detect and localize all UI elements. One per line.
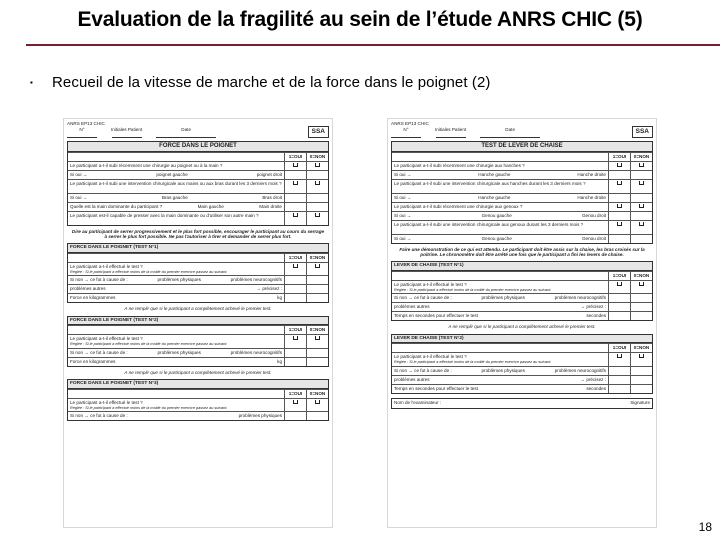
header-fields: N° Initiales Patient Date SSA (388, 126, 656, 137)
examiner-table: Nom de l'examinateur : Signature (391, 398, 653, 409)
page-number: 18 (698, 520, 712, 534)
instruction-note: Faire une démonstration de ce qui est attendu. Le participant doit être assis sur la chaise, les bras croisés sur la poitrine. Le chronomètre doit être arrêté une fois que le participant a fini les levers de chaise. (399, 246, 645, 257)
title-rule (26, 44, 720, 46)
repeat-note: A ne remplir que si le participant a complètement achevé le premier test. (124, 306, 272, 312)
field-initials: Initiales Patient (111, 127, 142, 137)
test-2-title: LEVER DE CHAISE (TEST N°2) (391, 334, 653, 344)
test-2-table: 1=OUI 0=NON Le participant a-t-il effectué le test ? Réglée : Si le participant a effectué moins de la moitié du premier exercice passez au suivant. Si non → ce fut à cause de : problèmes physiques problèmes neurocognitifs Force en kilogrammes kg (67, 325, 329, 367)
question-row: Le participant a-t-il subi une intervention chirurgicale aux mains ou aux bras durant les 3 derniers mois ? (68, 179, 328, 193)
form-grip-strength (63, 118, 333, 528)
test-3-table: 1=OUI 0=NON Le participant a-t-il effectué le test ? Réglée : Si le participant a effectué moins de la moitié du premier exercice passez au suivant. Si non → ce fut à cause de : problèmes physiques (67, 389, 329, 422)
instruction-note: Dire au participant de serrer progressivement et le plus fort possible, encourager le participant au cours du serrage à serrer le plus fort possible. Ne pas l'autoriser à tirer et demander de serrer plus fort. (71, 228, 325, 239)
question-row: Quelle est la main dominante du participant ? Main gauche Main droite (68, 202, 328, 211)
question-table: 1=OUI 0=NON Le participant a-t-il subi récemment une chirurgie aux hanches ? Si oui → Hanche gauche Hanche droite Le participant a-t-il subi une intervention chirurgicale aux hanches durant les 3 derniers mois ? Si oui → Hanche gauche Hanche droite Le participant a-t-il subi récemment une chirurgie aux genoux ? Si oui → Genou gauche Genou droit Le participant a-t-il subi une intervention chirurgicale aux genoux durant les 3 derniers mois ? Si oui → Genou gauche Genou droit (391, 152, 653, 244)
section-title: TEST DE LEVER DE CHAISE (391, 141, 653, 152)
test-1-table: 1=OUI 0=NON Le participant a-t-il effectué le test ? Réglée : Si le participant a effectué moins de la moitié du premier exercice passez au suivant. Si non → ce fut à cause de : problèmes physiques problèmes neurocognitifs problèmes autres → précisez : Force en kilogrammes kg (67, 253, 329, 304)
test-1-table: 1=OUI 0=NON Le participant a-t-il effectué le test ? Réglée : Si le participant a effectué moins de la moitié du premier exercice passez au suivant. Si non → ce fut à cause de : problèmes physiques problèmes neurocognitifs problèmes autres → précisez : Temps en secondes pour effectuer le test secondes (391, 271, 653, 322)
slide-title: Evaluation de la fragilité au sein de l’étude ANRS CHIC (5) (77, 8, 643, 31)
ssa-label: SSA (632, 126, 653, 137)
bullet-item (30, 74, 491, 91)
test-2-table: 1=OUI 0=NON Le participant a-t-il effectué le test ? Réglée : Si le participant a effectué moins de la moitié du premier exercice passez au suivant. Si non → ce fut à cause de : problèmes physiques problèmes neurocognitifs problèmes autres → précisez : Temps en secondes pour effectuer le test secondes (391, 343, 653, 394)
square-bullet-icon: ▪ (30, 78, 33, 87)
question-row: Si oui → poignet gauche poignet droit (68, 170, 328, 179)
repeat-note: A ne remplir que si le participant a complètement achevé le premier test. (448, 324, 596, 330)
header-fields (64, 126, 332, 137)
form-header (388, 119, 656, 126)
question-row: Le participant est-il capable de presser avec la main dominante ou d'utiliser son autre main ? (68, 211, 328, 225)
ssa-label: SSA (308, 126, 329, 137)
question-row: Le participant a-t-il subi récemment une chirurgie au poignet ou à la main ? (68, 161, 328, 170)
test-3-title: FORCE DANS LE POIGNET (TEST N°3) (67, 379, 329, 389)
study-name: ANRS EP13 CHIC (391, 121, 429, 126)
repeat-note-2: A ne remplir que si le participant a complètement achevé le premier test. (124, 369, 272, 375)
form-header (64, 119, 332, 126)
field-date: Date (156, 127, 216, 137)
test-1-title: FORCE DANS LE POIGNET (TEST N°1) (67, 243, 329, 253)
question-table: 1=OUI 0=NON Le participant a-t-il subi récemment une chirurgie au poignet ou à la main ? Si oui → poignet gauche poignet droit Le participant a-t-il subi une intervention chirurgicale aux mains ou aux bras durant les 3 derniers mois ? Si oui → Bras gauche Bras droit Quelle est la main dominante du participant ? Main gauche Main droite Le participant est-il capable de presser avec la main dominante ou d'utiliser son autre main ? (67, 152, 329, 226)
test-1-title: LEVER DE CHAISE (TEST N°1) (391, 261, 653, 271)
question-row: Si oui → Bras gauche Bras droit (68, 193, 328, 202)
field-number: N° (67, 127, 97, 137)
study-name: ANRS EP13 CHIC (67, 121, 105, 126)
bullet-text: Recueil de la vitesse de marche et de la force dans le poignet (2) (52, 74, 491, 91)
test-2-title: FORCE DANS LE POIGNET (TEST N°2) (67, 316, 329, 326)
section-title: FORCE DANS LE POIGNET (67, 141, 329, 152)
form-chair-stand (387, 118, 657, 528)
